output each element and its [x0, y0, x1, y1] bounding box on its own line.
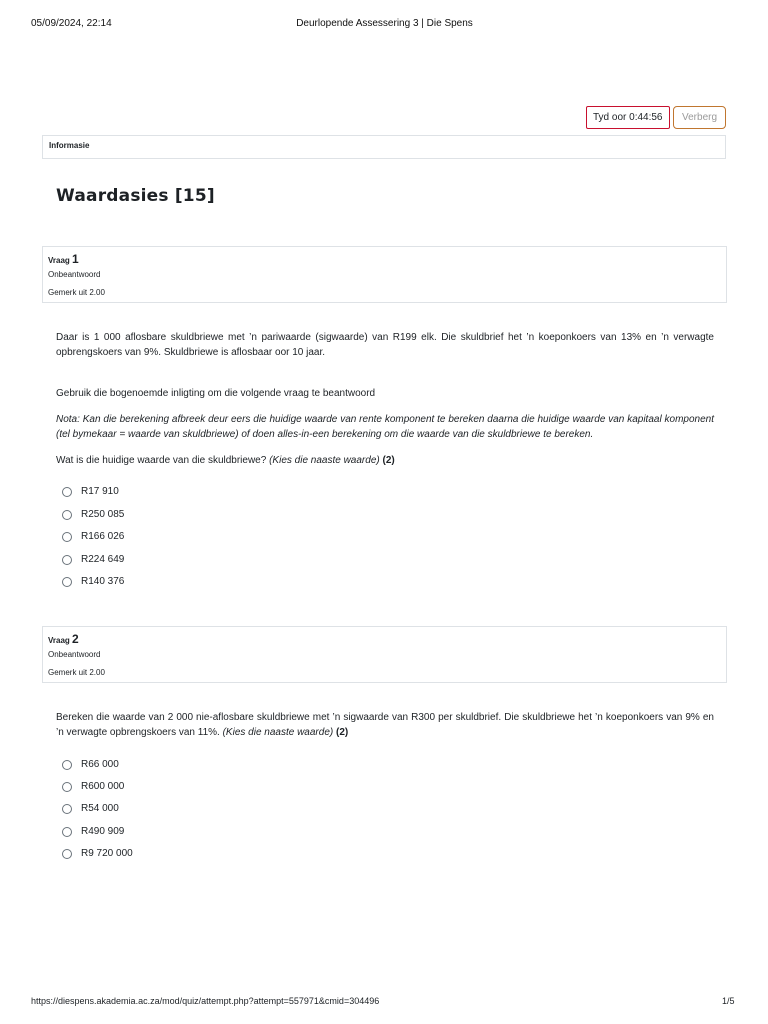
question-grade: Gemerk uit 2.00 — [48, 288, 105, 297]
question-1-info — [42, 246, 727, 303]
radio-button[interactable] — [62, 487, 72, 497]
information-box — [42, 135, 726, 159]
radio-button[interactable] — [62, 782, 72, 792]
question-number: Vraag 1 — [48, 252, 79, 266]
quiz-timer-area — [586, 106, 718, 129]
time-left: Tyd oor 0:44:56 — [586, 106, 670, 129]
q1-option-2[interactable]: R250 085 — [62, 509, 124, 520]
q2-option-2[interactable]: R600 000 — [62, 781, 124, 792]
radio-button[interactable] — [62, 577, 72, 587]
question-1-instruction: Gebruik die bogenoemde inligting om die volgende vraag te beantwoord — [56, 388, 376, 399]
question-1-prompt: Wat is die huidige waarde van die skuldbriewe? (Kies die naaste waarde) (2) — [56, 455, 395, 466]
print-title: Deurlopende Assessering 3 | Die Spens — [296, 18, 473, 29]
print-date: 05/09/2024, 22:14 — [31, 18, 112, 29]
q1-option-3[interactable]: R166 026 — [62, 531, 124, 542]
information-label: Informasie — [49, 141, 90, 150]
question-state: Onbeantwoord — [48, 270, 101, 279]
section-title: Waardasies [15] — [56, 186, 215, 206]
q2-option-5[interactable]: R9 720 000 — [62, 848, 133, 859]
print-page-number: 1/5 — [722, 996, 735, 1006]
hide-timer-button[interactable]: Verberg — [673, 106, 726, 129]
q2-option-3[interactable]: R54 000 — [62, 803, 119, 814]
question-number: Vraag 2 — [48, 632, 79, 646]
q2-option-1[interactable]: R66 000 — [62, 759, 119, 770]
radio-button[interactable] — [62, 555, 72, 565]
question-1-text: Daar is 1 000 aflosbare skuldbriewe met ’n pariwaarde (sigwaarde) van R199 elk. Die skuldbrief het ’n koeponkoers van 13% en ’n verwagte opbrengskoers van 9%. Skuldbriewe is aflosbaar oor 10 jaar. — [56, 332, 714, 358]
print-footer-url: https://diespens.akademia.ac.za/mod/quiz/attempt.php?attempt=557971&cmid=304496 — [31, 996, 380, 1006]
q1-option-4[interactable]: R224 649 — [62, 554, 124, 565]
radio-button[interactable] — [62, 510, 72, 520]
question-state: Onbeantwoord — [48, 650, 101, 659]
radio-button[interactable] — [62, 804, 72, 814]
radio-button[interactable] — [62, 760, 72, 770]
radio-button[interactable] — [62, 827, 72, 837]
question-1-note: Nota: Kan die berekening afbreek deur eers die huidige waarde van rente komponent te bereken daarna die huidige waarde van kapitaal komponent (tel bymekaar = waarde van skuldbriewe) of doen alles-in-een berekening om die waarde van die skuldbriewe te bereken. — [56, 414, 714, 440]
question-grade: Gemerk uit 2.00 — [48, 668, 105, 677]
q2-option-4[interactable]: R490 909 — [62, 826, 124, 837]
q1-option-5[interactable]: R140 376 — [62, 576, 124, 587]
question-2-text: Bereken die waarde van 2 000 nie-aflosbare skuldbriewe met ’n sigwaarde van R300 per skuldbrief. Die skuldbriewe het ’n koeponkoers van 9% en ’n verwagte opbrengskoers van 11%. (Kies die naaste waarde) (2) — [56, 712, 714, 738]
radio-button[interactable] — [62, 532, 72, 542]
question-2-info — [42, 626, 727, 683]
q1-option-1[interactable]: R17 910 — [62, 486, 119, 497]
radio-button[interactable] — [62, 849, 72, 859]
